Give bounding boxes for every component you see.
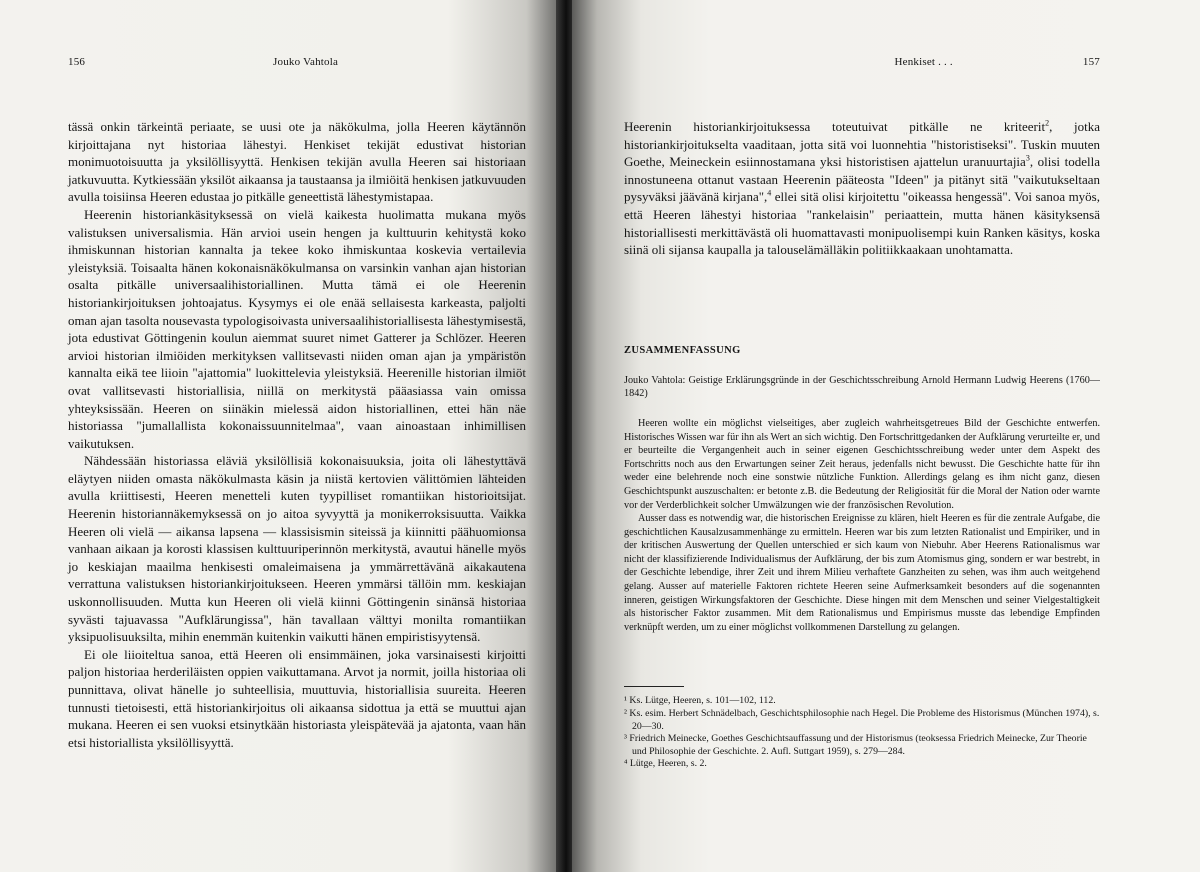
footnote-mark: 3: [1025, 153, 1030, 163]
footnote-rule: [624, 686, 684, 687]
paragraph-text: ellei sitä olisi kirjoitettu "oikeassa hengessä". Voi sanoa myös, että Heeren lähestyi historiaa "rankelaisin" periaattein, mutta hänen käsityksensä historiallisesti merkittävästä oli huomattavasti monipuolisempi kuin Ranken käsitys, koska siinä oli sijansa kaupalla ja talouselämälläkin politiikkaakaan unohtamatta.: [624, 189, 1100, 258]
summary-paragraph: Heeren wollte ein möglichst vielseitiges, aber zugleich wahrheitsgetreues Bild der Geschichte entwerfen. Historisches Wissen war für ihn als Wert an sich wichtig. Den Fortschrittgedanken der Aufklärung verurteilte er, und er beurteilte die Vergangenheit auch in seiner eigenen Geschichtsschreibung weder unter dem Aspekt des Fortschritts noch aus den Erwartungen seiner Zeit heraus, jedenfalls nicht bewusst. Die Geschichte hatte für ihn weder eine belehrende noch eine sonstwie nützliche Funktion. Allerdings gelang es ihm nicht ganz, diesen Geschichtspunkt auszuschalten: er betonte z.B. die Bedeutung der Religiosität für die Moral der Nation oder warnte vor der Verderblichkeit solcher Umwälzungen wie der französischen Revolution.: [624, 417, 1100, 511]
paragraph: [624, 118, 1100, 259]
paragraph: Ei ole liioiteltua sanoa, että Heeren oli ensimmäinen, joka varsinaisesti kirjoitti paljon historiaa herderiläisten oppien vaikuttamana. Arvot ja normit, joilla historiaa oli punnittava, olivat hänelle jo suhteellisia, muuttuvia, historiallisia suureita. Heeren tunnusti tietoisesti, että historiankirjoitus oli aikaansa sidottua ja että se muuttui ajan mukana. Heeren ei sen vuoksi etsinytkään historiasta yleispätevää ja ajatonta, vaan hän etsi historiallista yksilöllisyyttä.: [68, 646, 526, 750]
footnote: ¹ Ks. Lütge, Heeren, s. 101—102, 112.: [624, 695, 776, 707]
footnotes: [624, 695, 1100, 771]
paragraph-text: , olisi todella innostuneena ottanut vastaan Heerenin pääteosta "Ideen" ja pitänyt sitä "vaikutukseltaan pysyväksi jäävänä kirjana",: [624, 154, 1100, 205]
paragraph-text: Heerenin historiankirjoituksessa toteutuivat pitkälle ne kriteerit: [624, 119, 1046, 134]
running-head: Henkiset . . .: [894, 56, 953, 68]
left-page-body: [68, 118, 526, 751]
paragraph: Nähdessään historiassa eläviä yksilöllisiä kokonaisuuksia, joita oli lähestyttävä eläytyen niiden omasta näkökulmasta käsin ja niistä kertovien välittömien lähteiden avulla kriittisesti, Heeren menetteli kuten tyypilliset romantiikan historioitsijat. Heerenin historiannäkemyksessä on jo aitoa syvyyttä ja monikerroksisuutta. Vaikka Heeren oli vielä — aikansa lapsena — klassisismin siteissä ja kiinnitti päähuomionsa vanhaan aikaan ja korosti klassisen kulttuuriperinnön merkitystä, avautui hänelle myös jo keskiajan maailma henkisesti omaleimaisena ja ymmärrettävänä aikakautena verrattuna valistuksen historiankirjoitukseen. Heeren ymmärsi tällöin mm. keskiajan uskonnollisuuden. Mutta kun Heeren oli vielä kiinni Göttingenin sinänsä historiaa syvästi tajuavassa "Aufklärungissa", hän tavallaan välttyi monilta romantiikan yksipuolisuuksilta, mihin enemmän kuitenkin vaikutti hänen empiristisyytensä.: [68, 453, 526, 645]
right-page-body: [624, 118, 1100, 259]
right-page-header: [624, 56, 1100, 68]
paragraph-text: , jotka historiankirjoitukselta vaaditaan, jotta sitä voi luonnehtia "historistiseksi". Tuskin muuten Goethe, Meineckein esiinnostamana yksi historistisen ajattelun uranuurtajia: [624, 119, 1100, 170]
footnote-mark: 2: [1045, 118, 1050, 128]
summary-reference: Jouko Vahtola: Geistige Erklärungsgründe in der Geschichtsschreibung Arnold Hermann Ludwig Heerens (1760—1842): [624, 374, 1100, 400]
section-title: ZUSAMMENFASSUNG: [624, 344, 741, 356]
page-number: 156: [68, 56, 86, 68]
footnote: ² Ks. esim. Herbert Schnädelbach, Geschichtsphilosophie nach Hegel. Die Probleme des Historismus (München 1974), s. 20—30.: [624, 708, 1100, 732]
page-number: 157: [1082, 56, 1100, 68]
summary-paragraph: Ausser dass es notwendig war, die historischen Ereignisse zu klären, hielt Heeren es für die zentrale Aufgabe, die geschichtlichen Kausalzusammenhänge zu ermitteln. Heeren war bis zum letzten Rationalist und Empiriker, und in der kritischen Auswertung der Quellen unterschied er sich kaum von Niebuhr. Aber Heerens Rationalismus war nicht der klassifizierende Individualismus der Aufklärung, der bis zum Atomismus ging, sondern er war bestrebt, in der Geschichte lebendige, ihrer Zeit und ihrem Milieu verhaftete Ganzheiten zu sehen, was ihm auch weitgehend gelang. Ausser auf materielle Faktoren richtete Heeren seine Aufmerksamkeit besonders auf die sogenannten inneren, geistigen Wirkungsfaktoren der Geschichte. Diese hingen mit dem Menschen und seiner Vielgestaltigkeit als historischer Faktor zusammen. Mit dem Rationalismus und Empirismus musste das lebendige Empfinden verknüpft werden, um zu einer möglichst vollkommenen Darstellung zu gelangen.: [624, 513, 1100, 633]
paragraph: tässä onkin tärkeintä periaate, se uusi ote ja näkökulma, jolla Heeren käytännön kirjoittajana nyt historiaa lähestyi. Henkiset tekijät edustivat historian monimuotoisuutta ja yksilöllisyyttä. Henkisen tekijän avulla Heeren sai historiaan jatkuvuutta. Kytkiessään yksilöt aikaansa ja taustaansa ja ilmiöitä henkisen jatkuvuuden avulla toisiinsa Heeren edustaa jo pitkälle geneettistä lähestymistapaa.: [68, 119, 526, 205]
summary: [624, 374, 1100, 635]
right-page: [572, 0, 1200, 872]
footnote-mark: 4: [767, 189, 772, 199]
left-page: [0, 0, 560, 872]
footnote: ⁴ Lütge, Heeren, s. 2.: [624, 758, 707, 770]
footnote: ³ Friedrich Meinecke, Goethes Geschichtsauffassung und der Historismus (teoksessa Friedrich Meinecke, Zur Theorie und Philosophie der Geschichte. 2. Aufl. Suttgart 1959), s. 279—284.: [624, 733, 1087, 757]
paragraph: Heerenin historiankäsityksessä on vielä kaikesta huolimatta mukana myös valistuksen universalismia. Hän arvioi usein hengen ja kulttuurin kehitystä koko ihmiskunnan historian kannalta ja tekee koko ihmiskuntaa koskevia vertailevia yleistyksiä. Toisaalta hänen kokonaisnäkökulmansa on varsinkin vanhan ajan historian osalta pitkälle universaalihistoriallinen. Mutta tämä ei ole Heerenin historiankirjoituksen johtoajatus. Kysymys ei ole enää sellaisesta karkeasta, paljolti oman ajan tasolta nousevasta typologisoivasta universaalihistoriallisesta lähestymisestä, jota edustivat Göttingenin koulun aiemmat suuret nimet Gatterer ja Schlözer. Heeren arvioi historian ilmiöiden merkityksen vallitsevasti niiden oman ajan ja ympäristön kannalta eikä tee liioin "ajattomia" luokittelevia yleistyksiä. Heerenille historian ilmiöt ovat vallitsevasti historiallisia, niillä on merkitystä pääasiassa vain omissa yhteyksissään. Heeren on siinäkin mielessä aidon historiallinen, ettei hän näe historiassa "jumallallista kokonaissuunnitelmaa", vaan ainoastaan inhimillisen vaikutuksen.: [68, 206, 526, 451]
left-page-header: [68, 56, 526, 68]
running-head: Jouko Vahtola: [273, 56, 339, 68]
